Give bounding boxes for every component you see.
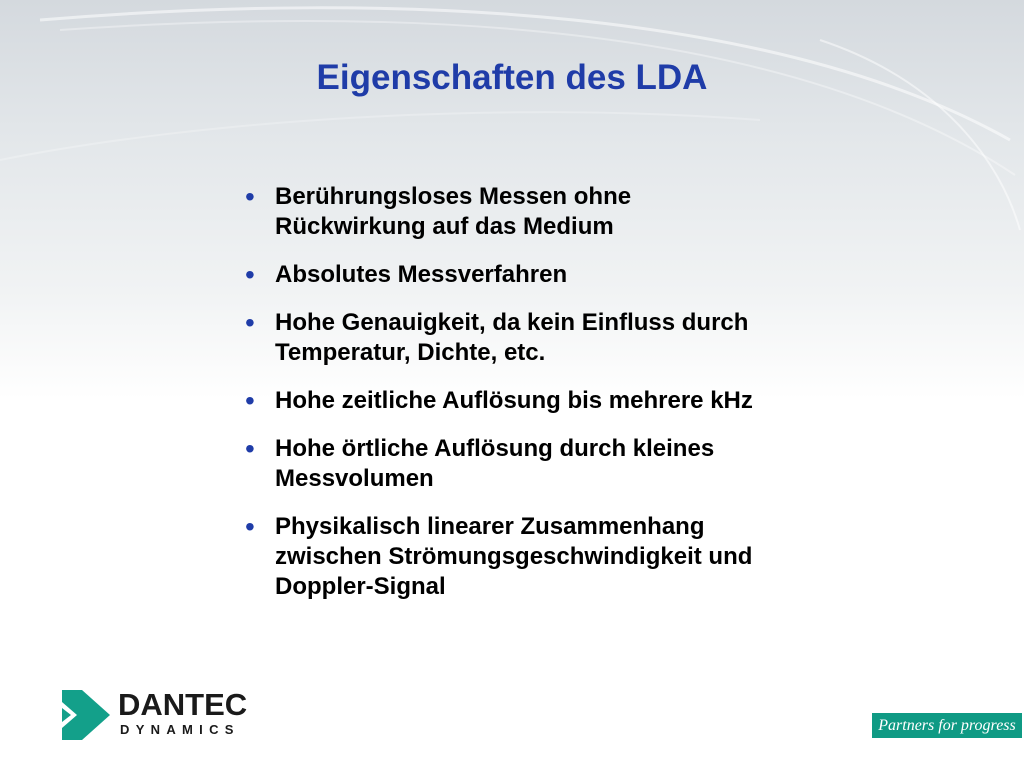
bullet-line: Doppler-Signal — [275, 573, 446, 600]
bullet-line: Hohe Genauigkeit, da kein Einfluss durch — [275, 309, 749, 336]
bullet-line: Rückwirkung auf das Medium — [275, 213, 614, 240]
bullet-dot-icon: • — [245, 181, 255, 212]
bullet-line: zwischen Strömungsgeschwindigkeit und — [275, 543, 753, 570]
bullet-item — [243, 386, 863, 416]
bullet-item — [243, 308, 863, 368]
bullet-item — [243, 182, 863, 242]
logo-subtitle: DYNAMICS — [120, 722, 240, 737]
bullet-dot-icon: • — [245, 511, 255, 542]
slide-title: Eigenschaften des LDA — [316, 58, 708, 97]
bullet-line: Berührungsloses Messen ohne — [275, 183, 632, 210]
bullet-list — [243, 182, 863, 620]
bullet-dot-icon: • — [245, 307, 255, 338]
bullet-line: Absolutes Messverfahren — [275, 261, 568, 288]
bullet-text — [275, 308, 748, 368]
bullet-item — [243, 512, 863, 602]
bullet-dot-icon: • — [245, 385, 255, 416]
dantec-logo — [62, 688, 262, 744]
bullet-item — [243, 434, 863, 494]
bullet-line: Temperatur, Dichte, etc. — [275, 339, 546, 366]
bullet-dot-icon: • — [245, 259, 255, 290]
bullet-dot-icon: • — [245, 433, 255, 464]
tagline-badge: Partners for progress — [872, 713, 1022, 738]
bullet-text — [275, 434, 714, 494]
bullet-line: Hohe örtliche Auflösung durch kleines — [275, 435, 715, 462]
dantec-logo-mark-icon — [62, 690, 110, 740]
bullet-line: Physikalisch linearer Zusammenhang — [275, 513, 705, 540]
bullet-text — [275, 512, 752, 602]
bullet-text — [275, 260, 567, 290]
bullet-text — [275, 386, 753, 416]
bullet-line: Messvolumen — [275, 465, 434, 492]
bullet-line: Hohe zeitliche Auflösung bis mehrere kHz — [275, 387, 753, 414]
bullet-item — [243, 260, 863, 290]
bullet-text — [275, 182, 631, 242]
logo-name: DANTEC — [118, 687, 248, 722]
